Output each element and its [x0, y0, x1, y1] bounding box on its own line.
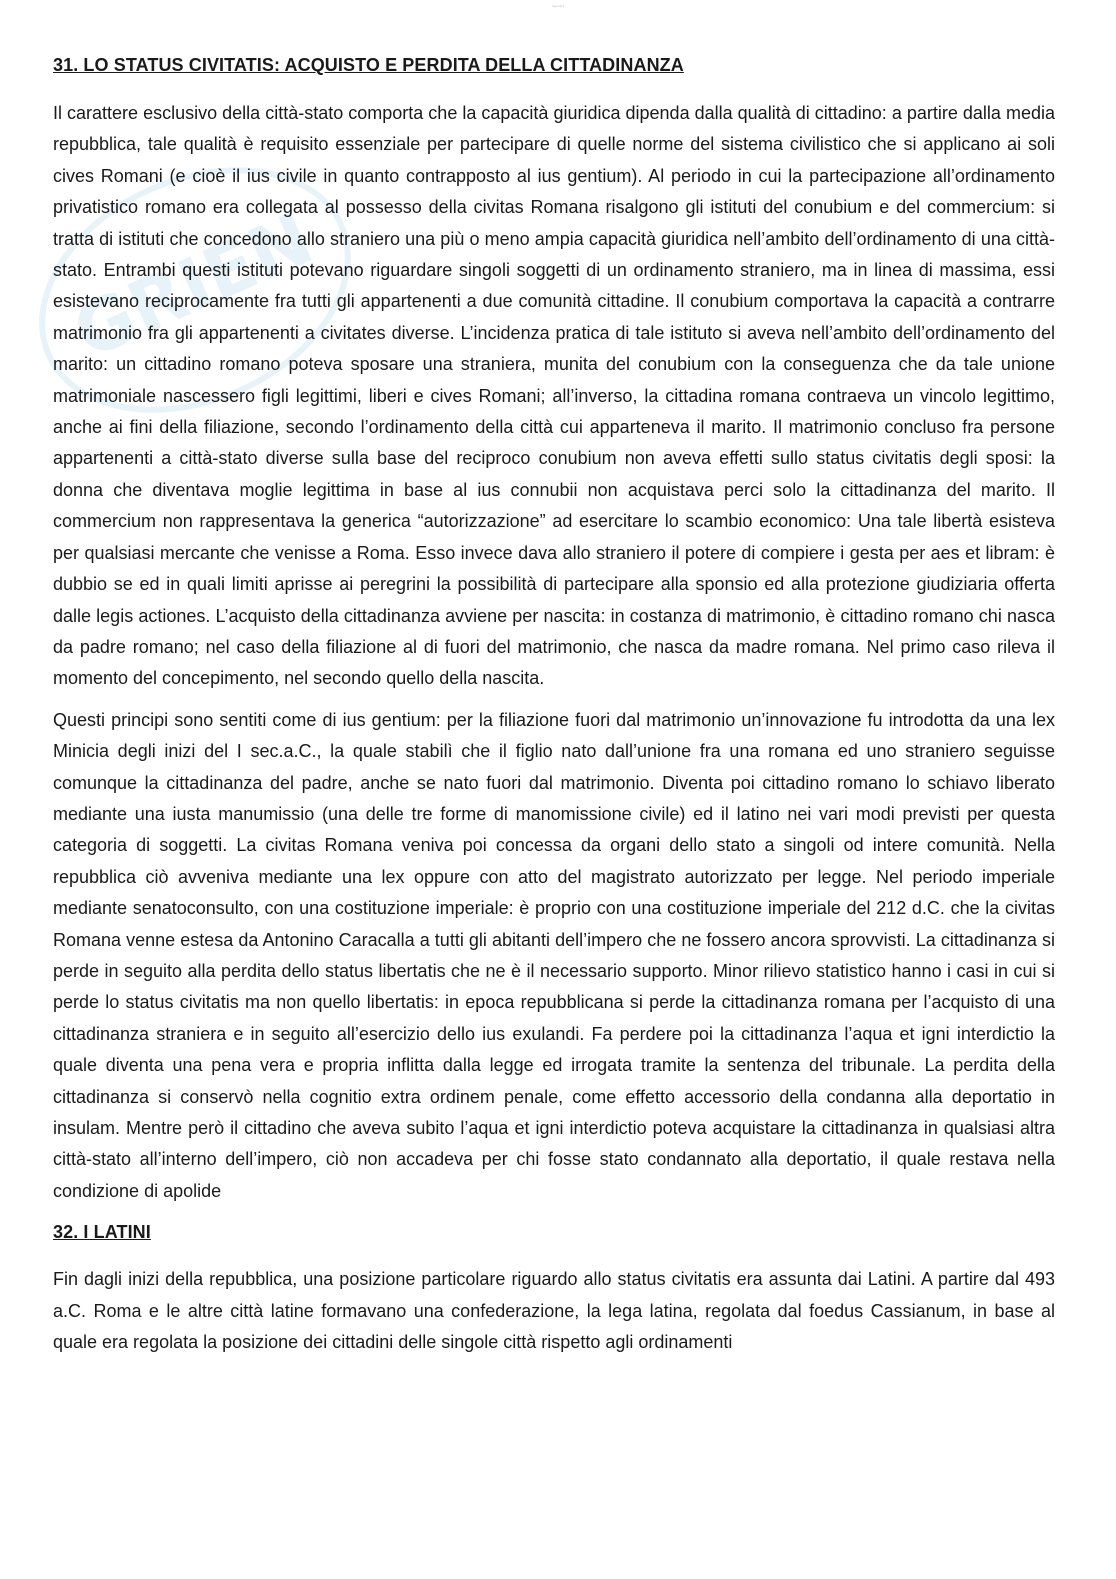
header-mark: Appunti.it	[551, 4, 565, 8]
section-31-title: 31. LO STATUS CIVITATIS: ACQUISTO E PERDITA DELLA CITTADINANZA	[53, 55, 684, 75]
watermark-text: GRIEN	[61, 196, 325, 375]
section-32-title: 32. I LATINI	[53, 1222, 151, 1243]
section-31-paragraph-1: Il carattere esclusivo della città-stato comporta che la capacità giuridica dipenda dalla qualità di cittadino: a partire dalla media repubblica, tale qualità è requisito essenziale per partecipare di quelle norme del sistema civilistico che si applicano ai soli cives Romani (e cioè il ius civile in quanto contrapposto al ius gentium). Al periodo in cui la partecipazione all’ordinamento privatistico romano era collegata al possesso della civitas Romana risalgono gli istituti del conubium e del commercium: si tratta di istituti che concedono allo straniero una più o meno ampia capacità giuridica nell’ambito dell’ordinamento di una città-stato. Entrambi questi istituti potevano riguardare singoli soggetti di un ordinamento straniero, ma in linea di massima, essi esistevano reciprocamente fra tutti gli appartenenti a due comunità cittadine. Il conubium comportava la capacità a contrarre matrimonio fra gli appartenenti a civitates diverse. L’incidenza pratica di tale istituto si aveva nell’ambito dell’ordinamento del marito: un cittadino romano poteva sposare una straniera, munita del conubium con la conseguenza che da tale unione matrimoniale nascessero figli legittimi, liberi e cives Romani; all’inverso, la cittadina romana contraeva un vincolo legittimo, anche ai fini della filiazione, secondo l’ordinamento della città cui apparteneva il marito. Il matrimonio concluso fra persone appartenenti a città-stato diverse sulla base del reciproco conubium non aveva effetti sullo status civitatis degli sposi: la donna che diventava moglie legittima in base al ius connubii non acquistava perci solo la cittadinanza del marito. Il commercium non rappresentava la generica “autorizzazione” ad esercitare lo scambio economico: Una tale libertà esisteva per qualsiasi mercante che venisse a Roma. Esso invece dava allo straniero il potere di compiere i gesta per aes et libram: è dubbio se ed in quali limiti aprisse ai peregrini la possibilità di partecipare alla sponsio ed alla protezione giudiziaria offerta dalle legis actiones. L’acquisto della cittadinanza avviene per nascita: in costanza di matrimonio, è cittadino romano chi nasca da padre romano; nel caso della filiazione al di fuori del matrimonio, che nasca da madre romana. Nel primo caso rileva il momento del concepimento, nel secondo quello della nascita.	[53, 103, 1055, 689]
section-31-paragraph-2: Questi principi sono sentiti come di ius gentium: per la filiazione fuori dal matrimonio un’innovazione fu introdotta da una lex Minicia degli inizi del I sec.a.C., la quale stabilì che il figlio nato dall’unione fra una romana ed uno straniero seguisse comunque la cittadinanza del padre, anche se nato fuori dal matrimonio. Diventa poi cittadino romano lo schiavo liberato mediante una iusta manumissio (una delle tre forme di manomissione civile) ed il latino nei vari modi previsti per questa categoria di soggetti. La civitas Romana veniva poi concessa da organi dello stato a singoli od intere comunità. Nella repubblica ciò avveniva mediante una lex oppure con atto del magistrato autorizzato per legge. Nel periodo imperiale mediante senatoconsulto, con una costituzione imperiale: è proprio con una costituzione imperiale del 212 d.C. che la civitas Romana venne estesa da Antonino Caracalla a tutti gli abitanti dell’impero che ne fossero ancora sprovvisti. La cittadinanza si perde in seguito alla perdita dello status libertatis che ne è il necessario supporto. Minor rilievo statistico hanno i casi in cui si perde lo status civitatis ma non quello libertatis: in epoca repubblicana si perde la cittadinanza romana per l’acquisto di una cittadinanza straniera e in seguito all’esercizio dello ius exulandi. Fa perdere poi la cittadinanza l’aqua et igni interdictio la quale diventa una pena vera e propria inflitta dalla legge ed irrogata tramite la sentenza del tribunale. La perdita della cittadinanza si conservò nella cognitio extra ordinem penale, come effetto accessorio della condanna alla deportatio in insulam. Mentre però il cittadino che aveva subito l’aqua et igni interdictio poteva acquistare la cittadinanza in qualsiasi altra città-stato all’interno dell’impero, ciò non accadeva per chi fosse stato condannato alla deportatio, il quale restava nella condizione di apolide	[53, 709, 1055, 1201]
section-32-paragraph-1: Fin dagli inizi della repubblica, una posizione particolare riguardo allo status civitatis era assunta dai Latini. A partire dal 493 a.C. Roma e le altre città latine formavano una confederazione, la lega latina, regolata dal foedus Cassianum, in base al quale era regolata la posizione dei cittadini delle singole città rispetto agli ordinamenti	[53, 1269, 1055, 1353]
document-page	[53, 50, 1055, 1358]
